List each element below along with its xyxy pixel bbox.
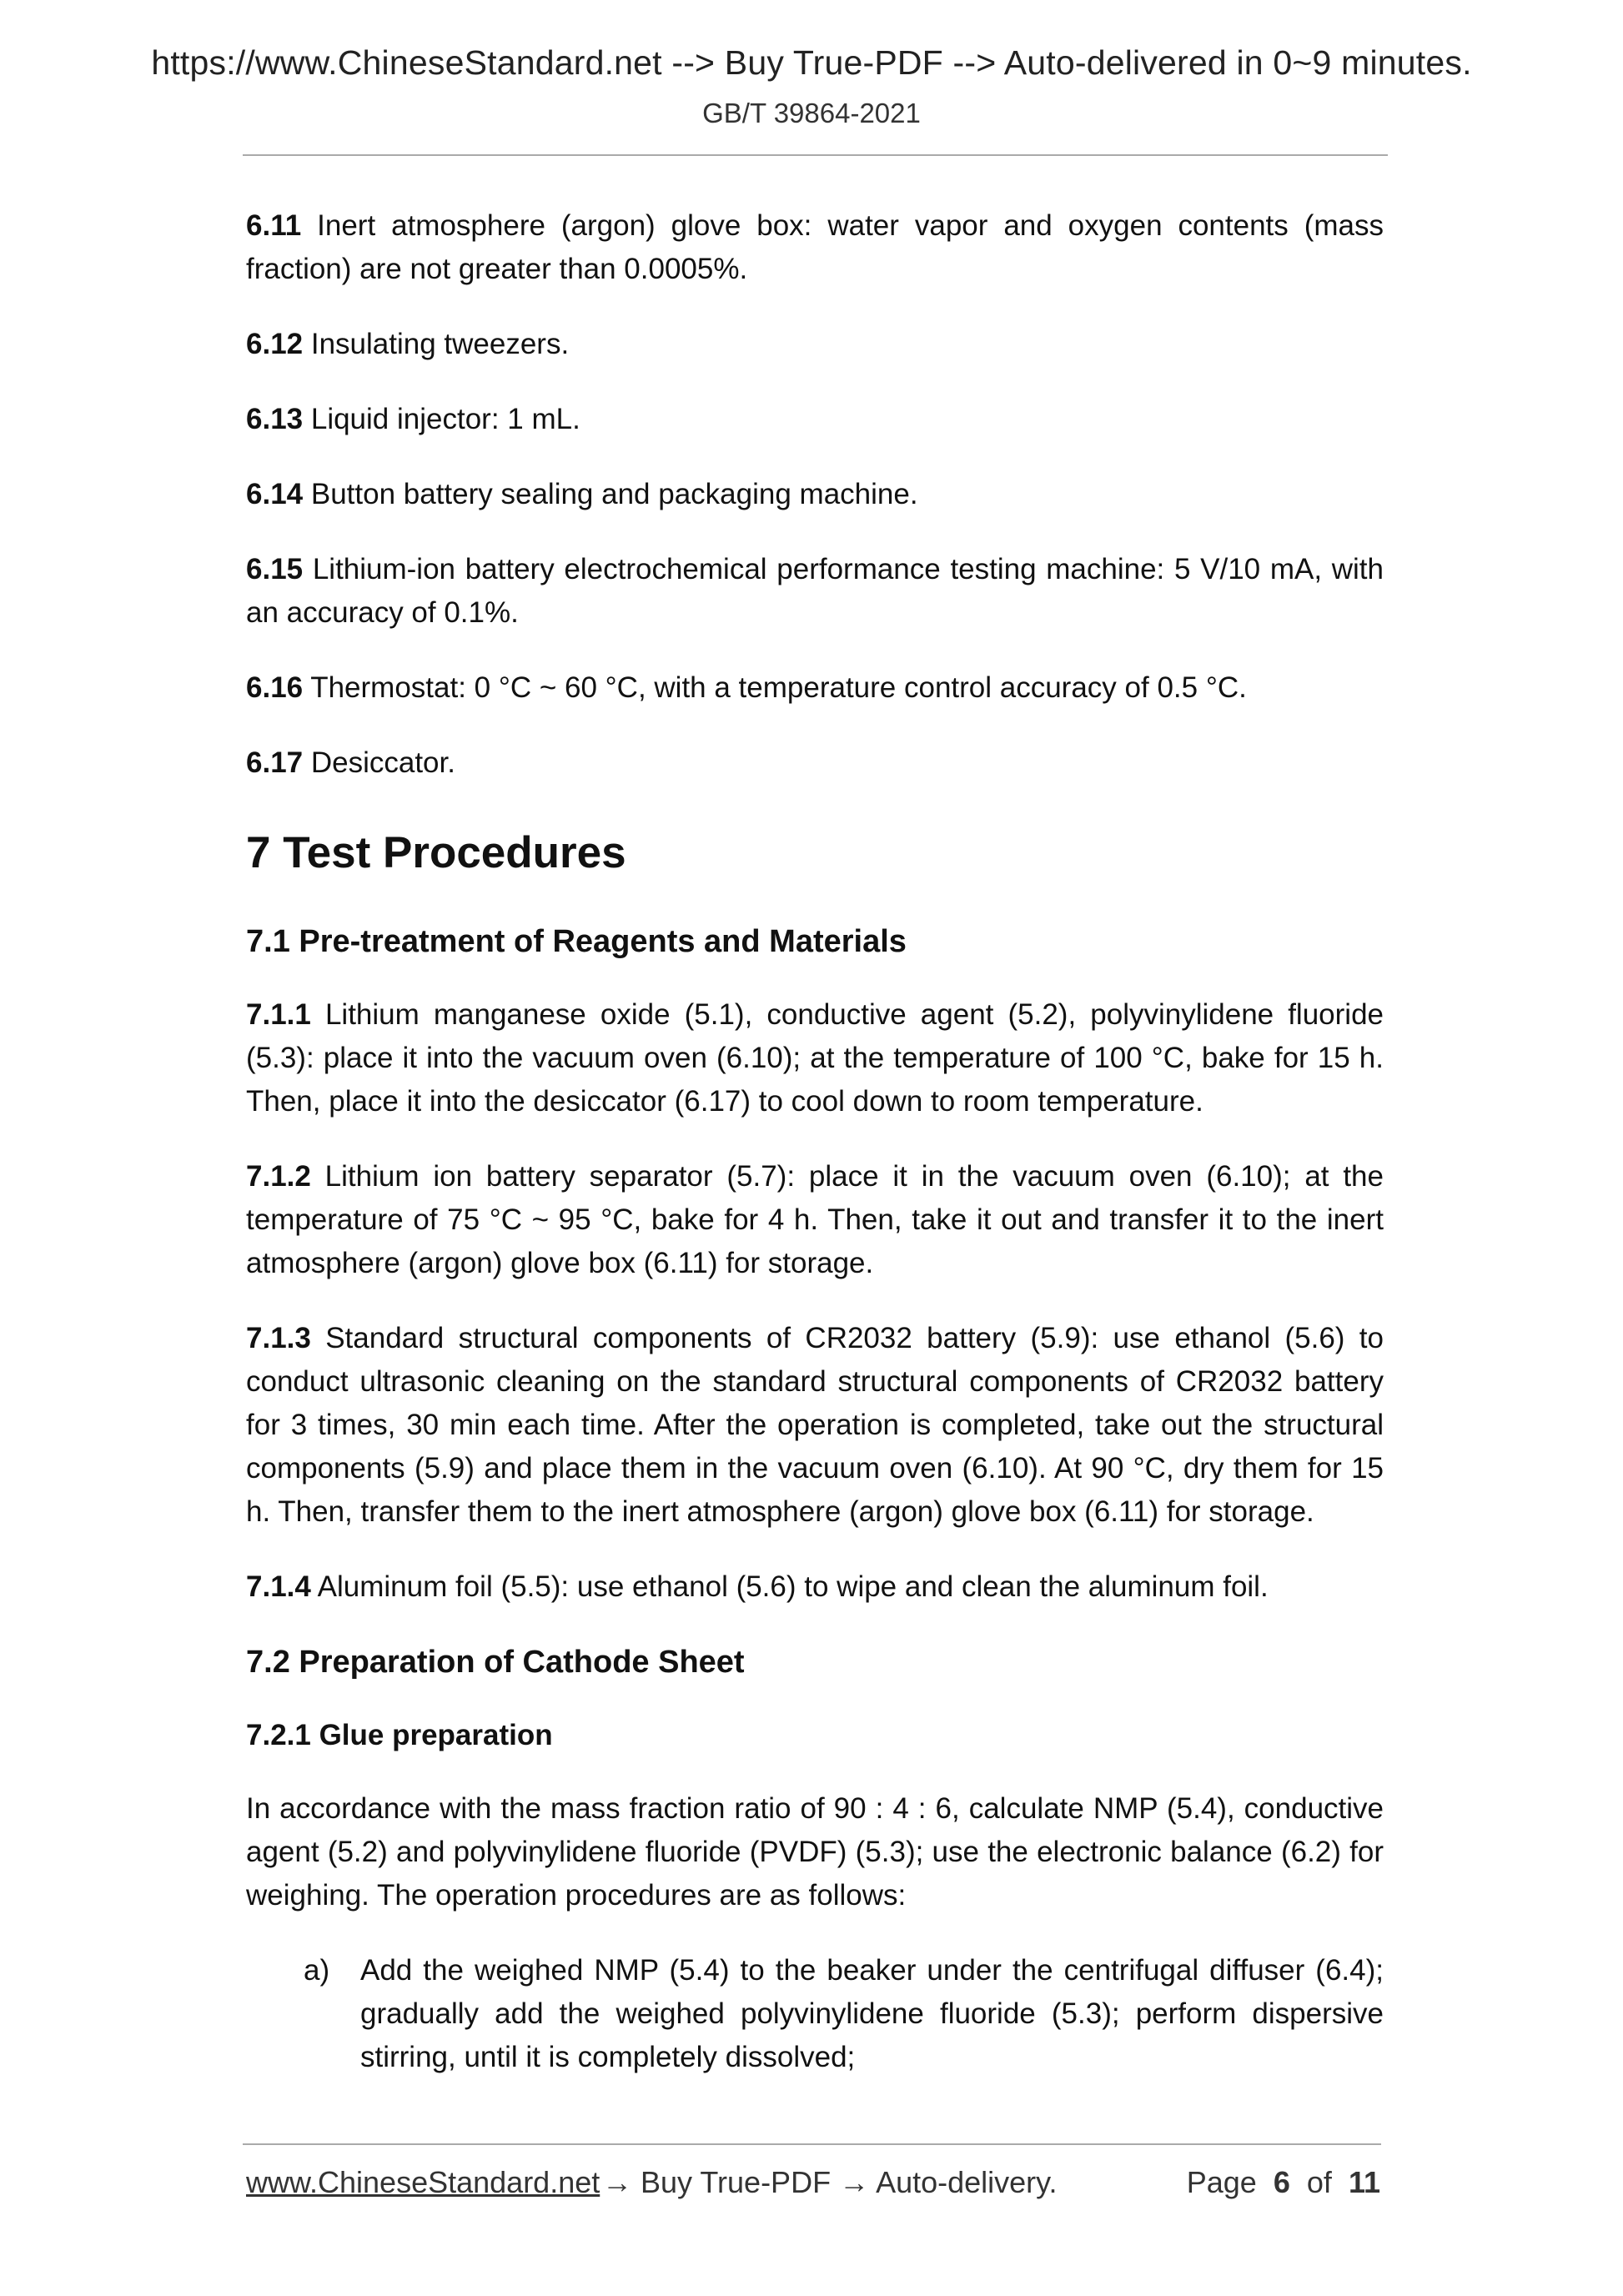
list-item [246,1949,1384,2079]
header-banner: https://www.ChineseStandard.net --> Buy True-PDF --> Auto-delivered in 0~9 minutes. [151,43,1472,82]
section-7-2-1-text: In accordance with the mass fraction ratio of 90 : 4 : 6, calculate NMP (5.4), conductive agent (5.2) and polyvinylidene fluoride (PVDF) (5.3); use the electronic balance (6.2) for weighing. The operation procedures are as follows: [246,1792,1384,1912]
footer-divider [243,2143,1381,2145]
page-number: 6 [1273,2165,1290,2199]
clause-number: 6.13 [246,403,304,435]
clause-text: Lithium manganese oxide (5.1), conductive agent (5.2), polyvinylidene fluoride (5.3): place it into the vacuum oven (6.10); at the temperature of 100 °C, bake for 15 h. Then, place it into the desiccator (6.17) to cool down to room temperature. [246,998,1384,1118]
clause-number: 6.11 [246,209,302,242]
page-total: 11 [1348,2165,1380,2199]
list-item-marker: a) [304,1954,330,1987]
clause-6-13 [246,398,1384,441]
clause-text: Thermostat: 0 °C ~ 60 °C, with a temperature control accuracy of 0.5 °C. [303,671,1247,704]
footer-buy-text: → Buy True-PDF → Auto-delivery. [602,2165,1058,2199]
clause-number: 7.1.3 [246,1322,311,1354]
clause-7-1-1 [246,993,1384,1123]
clause-6-15 [246,548,1384,635]
clause-number: 7.1.1 [246,998,311,1031]
page-indicator [1187,2165,1380,2200]
clause-number: 7.1.2 [246,1160,311,1193]
clause-6-11 [246,204,1384,291]
clause-text: Aluminum foil (5.5): use ethanol (5.6) to wipe and clean the aluminum foil. [310,1570,1269,1603]
clause-text: Liquid injector: 1 mL. [303,403,580,435]
clause-6-16 [246,666,1384,710]
clause-text: Button battery sealing and packaging machine. [303,478,918,510]
page-label: Page [1186,2165,1257,2199]
clause-text: Desiccator. [303,746,455,779]
section-7-2-heading: 7.2 Preparation of Cathode Sheet [246,1645,745,1680]
clause-number: 6.15 [246,553,304,585]
clause-7-1-2 [246,1155,1384,1285]
standard-number: GB/T 39864-2021 [702,98,921,128]
section-7-1-heading: 7.1 Pre-treatment of Reagents and Materials [246,924,907,959]
document-body [246,204,1384,2111]
header-divider [243,154,1388,156]
clause-text: Standard structural components of CR2032 battery (5.9): use ethanol (5.6) to conduct ultrasonic cleaning on the standard structural components of CR2032 battery for 3 times, 30 min each time. After the operation is completed, take out the structural components (5.9) and place them in the vacuum oven (6.10). At 90 °C, dry them for 15 h. Then, transfer them to the inert atmosphere (argon) glove box (6.11) for storage. [246,1322,1384,1528]
clause-number: 6.16 [246,671,304,704]
clause-text: Lithium ion battery separator (5.7): place it in the vacuum oven (6.10); at the temperature of 75 °C ~ 95 °C, bake for 4 h. Then, take it out and transfer it to the inert atmosphere (argon) glove box (6.11) for storage. [246,1160,1384,1279]
clause-text: Insulating tweezers. [303,328,570,360]
section-7-heading: 7 Test Procedures [246,828,626,877]
section-7-2-1-heading: 7.2.1 Glue preparation [246,1719,553,1751]
clause-7-1-4 [246,1565,1384,1609]
clause-7-1-3 [246,1317,1384,1534]
clause-text: Lithium-ion battery electrochemical performance testing machine: 5 V/10 mA, with an accuracy of 0.1%. [246,553,1384,629]
clause-text: Inert atmosphere (argon) glove box: water vapor and oxygen contents (mass fraction) are not greater than 0.0005%. [246,209,1384,285]
clause-number: 6.12 [246,328,304,360]
clause-6-12 [246,323,1384,366]
clause-6-17 [246,741,1384,785]
clause-number: 6.14 [246,478,304,510]
footer-website-link[interactable]: www.ChineseStandard.net [246,2165,600,2199]
clause-number: 7.1.4 [246,1570,311,1603]
clause-6-14 [246,473,1384,516]
page-of-label: of [1306,2165,1332,2199]
footer [246,2165,1380,2207]
clause-number: 6.17 [246,746,304,779]
list-item-text: Add the weighed NMP (5.4) to the beaker under the centrifugal diffuser (6.4); gradually add the weighed polyvinylidene fluoride (5.3); perform dispersive stirring, until it is completely dissolved; [360,1954,1384,2073]
